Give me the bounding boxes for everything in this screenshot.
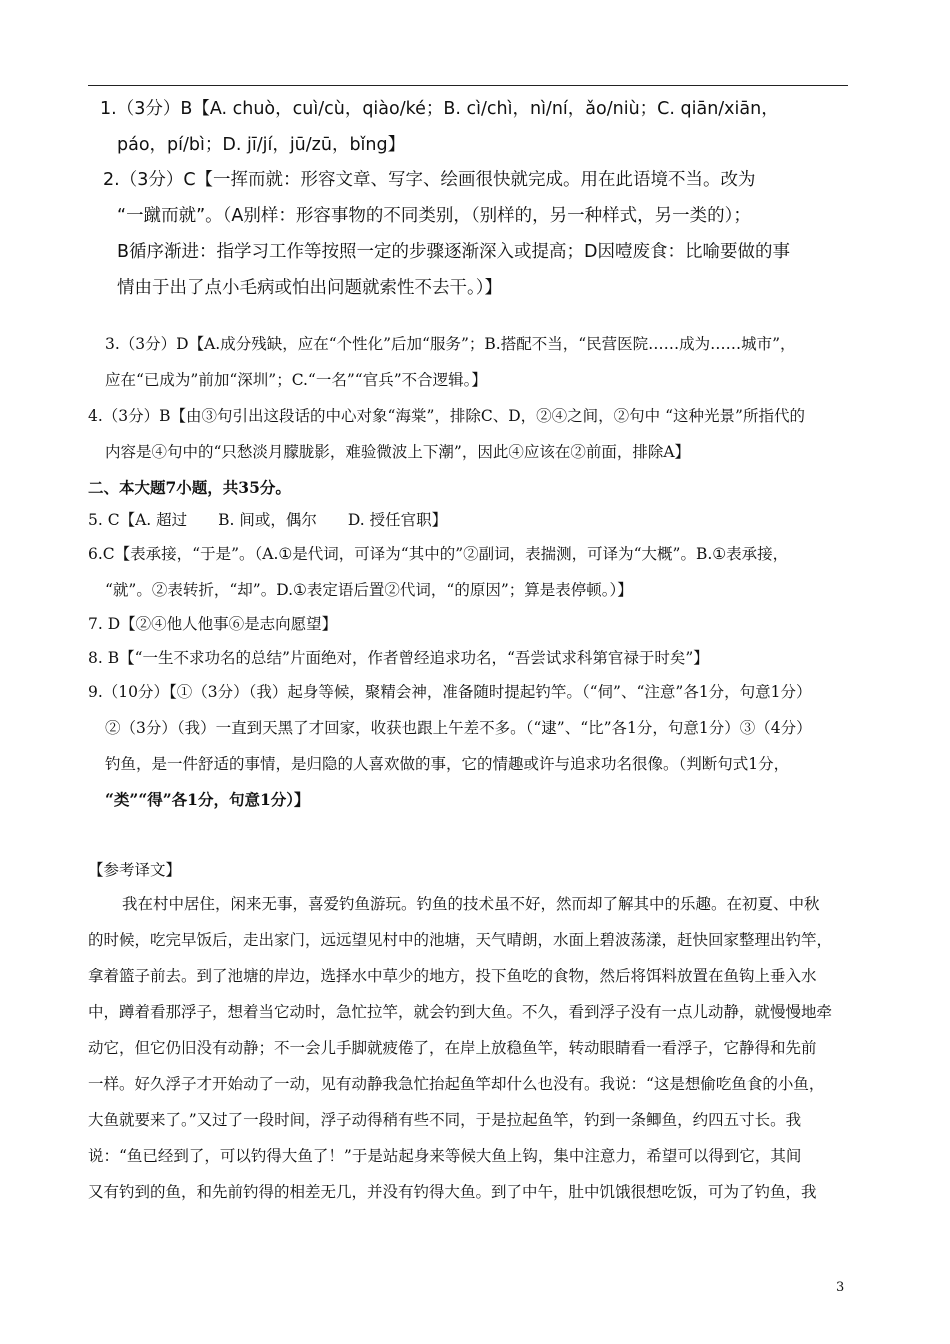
answer-6-line-2: “就”。②表转折，“却”。D.①表定语后置②代词，“的原因”；算是表停顿。）】 xyxy=(105,581,633,599)
answer-1-line-1: 1.（3分）B【A. chuò，cuì/cù，qiào/ké；B. cì/chì，nì/ní，ǎo/niù；C. qiān/xiān， xyxy=(100,99,779,119)
answer-2-line-3: B循序渐进：指学习工作等按照一定的步骤逐渐深入或提高；D因噎废食：比喻要做的事 xyxy=(117,242,790,262)
answer-7: 7. D【②④他人他事⑥是志向愿望】 xyxy=(88,615,338,633)
answer-2-line-1: 2.（3分）C【一挥而就：形容文章、写字、绘画很快就完成。用在此语境不当。改为 xyxy=(103,170,756,190)
answer-9-line-3: 钓鱼，是一件舒适的事情，是归隐的人喜欢做的事，它的情趣或许与追求功名很像。（判断句式1分， xyxy=(105,755,790,773)
answer-5: 5. C【A. 超过 B. 间或，偶尔 D. 授任官职】 xyxy=(88,511,448,529)
answer-4-line-2: 内容是④句中的“只愁淡月朦胧影，难验微波上下潮”，因此④应该在②前面，排除A】 xyxy=(105,443,691,461)
answer-3-line-1: 3.（3分）D【A.成分残缺，应在“个性化”后加“服务”；B.搭配不当，“民营医院……成为……城市”， xyxy=(105,335,796,353)
answer-9-line-2: ②（3分）（我）一直到天黑了才回家，收获也跟上午差不多。（“逮”、“比”各1分，句意1分）③（4分） xyxy=(105,719,812,737)
translation-line-7: 大鱼就要来了。”又过了一段时间，浮子动得稍有些不同，于是拉起鱼竿，钓到一条鲫鱼，约四五寸长。我 xyxy=(88,1111,802,1129)
translation-line-3: 拿着篮子前去。到了池塘的岸边，选择水中草少的地方，投下鱼吃的食物，然后将饵料放置在鱼钩上垂入水 xyxy=(88,967,817,985)
header-rule xyxy=(88,85,848,86)
translation-heading: 【参考译文】 xyxy=(88,861,182,879)
answer-4-line-1: 4.（3分）B【由③句引出这段话的中心对象“海棠”，排除C、D，②④之间，②句中 “这种光景”所指代的 xyxy=(88,407,805,425)
page-number: 3 xyxy=(836,1280,845,1295)
answer-6-line-1: 6.C【表承接，“于是”。（A.①是代词，可译为“其中的”②副词，表揣测，可译为“大概”。B.①表承接， xyxy=(88,545,789,563)
translation-line-1: 我在村中居住，闲来无事，喜爱钓鱼游玩。钓鱼的技术虽不好，然而却了解其中的乐趣。在初夏、中秋 xyxy=(122,895,820,913)
translation-line-9: 又有钓到的鱼，和先前钓得的相差无几，并没有钓得大鱼。到了中午，肚中饥饿很想吃饭，可为了钓鱼，我 xyxy=(88,1183,817,1201)
translation-line-5: 动它，但它仍旧没有动静；不一会儿手脚就疲倦了，在岸上放稳鱼竿，转动眼睛看一看浮子，它静得和先前 xyxy=(88,1039,817,1057)
answer-9-line-1: 9.（10分）【①（3分）（我）起身等候，聚精会神，准备随时提起钓竿。（“伺”、“注意”各1分，句意1分） xyxy=(88,683,812,701)
answer-9-line-4: “类”“得”各1分，句意1分）】 xyxy=(105,790,310,809)
answer-8: 8. B【“一生不求功名的总结”片面绝对，作者曾经追求功名，“吾尝试求科第官禄于时矣”】 xyxy=(88,649,709,667)
answer-2-line-2: “一蹴而就”。（A别样：形容事物的不同类别，（别样的，另一种样式，另一类的）； xyxy=(117,206,751,226)
answer-1-line-2: páo，pí/bì；D. jī/jí，jū/zū，bǐng】 xyxy=(117,135,406,155)
section-heading: 二、本大题7小题，共35分。 xyxy=(88,478,291,497)
translation-line-6: 一样。好久浮子才开始动了一动，见有动静我急忙抬起鱼竿却什么也没有。我说：“这是想偷吃鱼食的小鱼， xyxy=(88,1075,825,1093)
translation-line-2: 的时候，吃完早饭后，走出家门，远远望见村中的池塘，天气晴朗，水面上碧波荡漾，赶快回家整理出钓竿， xyxy=(88,931,833,949)
answer-3-line-2: 应在“已成为”前加“深圳”；C.“一名”“官兵”不合逻辑。】 xyxy=(105,371,487,389)
translation-line-4: 中，蹲着看那浮子，想着当它动时，急忙拉竿，就会钓到大鱼。不久，看到浮子没有一点儿动静，就慢慢地牵 xyxy=(88,1003,833,1021)
answer-2-line-4: 情由于出了点小毛病或怕出问题就索性不去干。）】 xyxy=(117,278,502,298)
translation-line-8: 说：“鱼已经到了，可以钓得大鱼了！”于是站起身来等候大鱼上钩，集中注意力，希望可以得到它，其间 xyxy=(88,1147,802,1165)
